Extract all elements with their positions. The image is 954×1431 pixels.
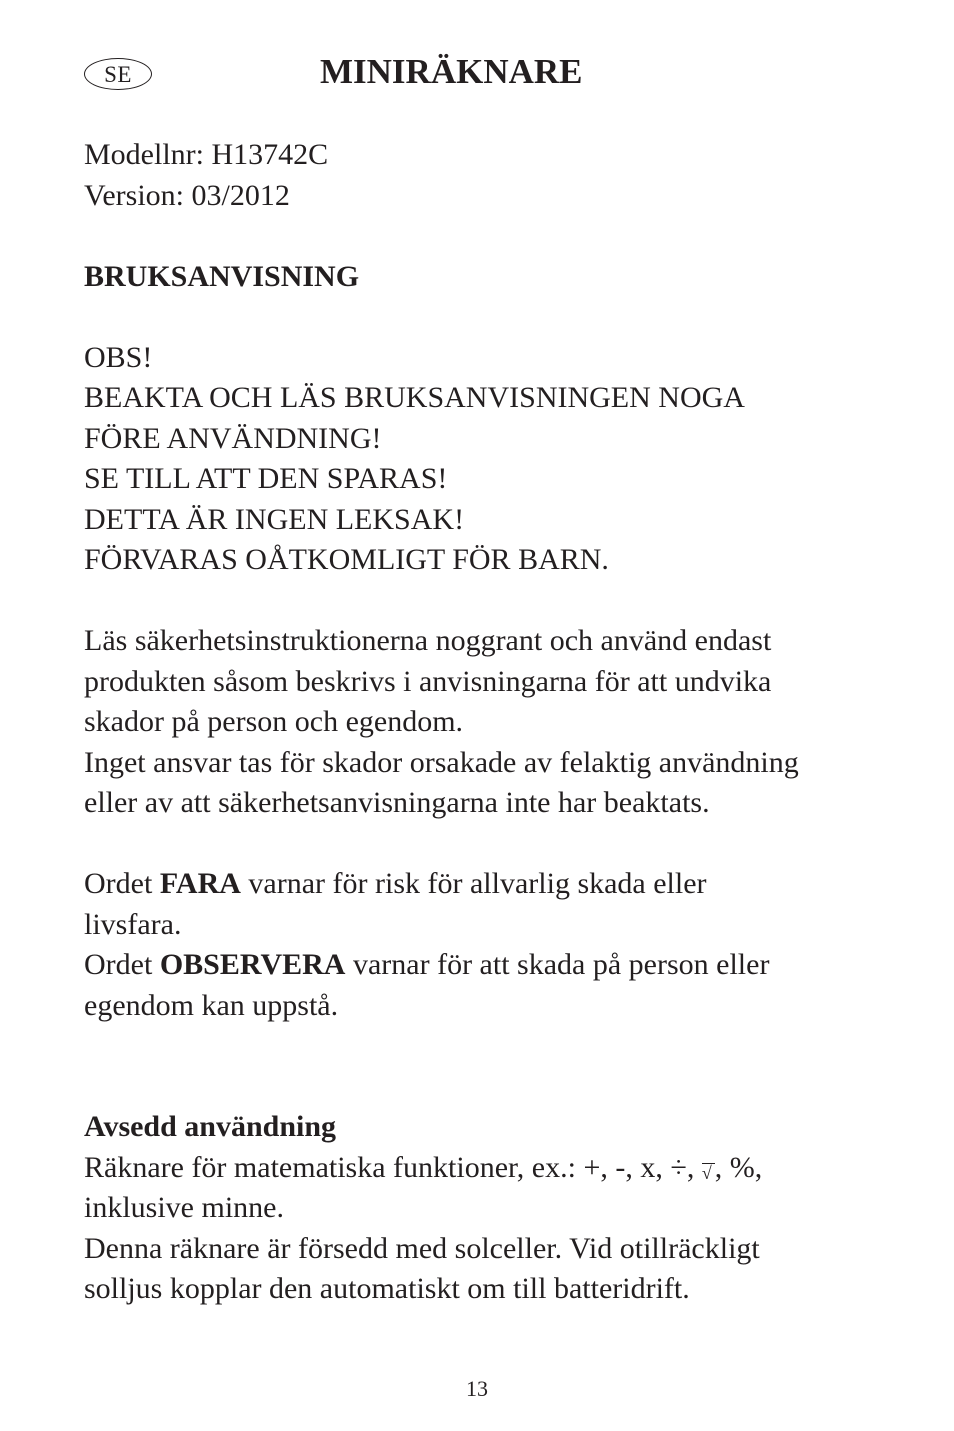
functions-before: Räknare för matematiska funktioner, ex.: +, -, x, ÷, bbox=[84, 1150, 702, 1184]
warning-line: DETTA ÄR INGEN LEKSAK! bbox=[84, 502, 465, 536]
danger-word: FARA bbox=[159, 867, 241, 900]
functions-line-2: inklusive minne. bbox=[84, 1191, 284, 1224]
model-number: Modellnr: H13742C bbox=[84, 138, 329, 171]
page-number: 13 bbox=[466, 1376, 488, 1401]
safety-line: eller av att säkerhetsanvisningarna inte har beaktats. bbox=[84, 786, 710, 819]
danger-line bbox=[84, 864, 904, 905]
intended-use-paragraph bbox=[84, 1148, 904, 1310]
warning-line: FÖRVARAS OÅTKOMLIGT FÖR BARN. bbox=[84, 543, 609, 576]
warning-line: SE TILL ATT DEN SPARAS! bbox=[84, 462, 448, 495]
caution-prefix: Ordet bbox=[84, 948, 160, 981]
signal-words-paragraph bbox=[84, 864, 904, 1026]
safety-line: skador på person och egendom. bbox=[84, 705, 464, 738]
page-title: MINIRÄKNARE bbox=[320, 52, 583, 91]
safety-line: produkten såsom beskrivs i anvisningarna för att undvika bbox=[84, 664, 772, 698]
caution-line bbox=[84, 945, 904, 986]
warning-line: FÖRE ANVÄNDNING! bbox=[84, 421, 382, 455]
spacer bbox=[84, 824, 904, 865]
section-heading-manual: BRUKSANVISNING bbox=[84, 259, 360, 293]
square-root-icon: √ bbox=[702, 1163, 715, 1182]
section-heading-intended-use: Avsedd användning bbox=[84, 1110, 337, 1143]
language-badge bbox=[84, 58, 152, 90]
solar-line-1: Denna räknare är försedd med solceller. Vid otillräckligt bbox=[84, 1231, 760, 1265]
danger-suffix: varnar för risk för allvarlig skada eller bbox=[240, 867, 707, 900]
solar-line-2: solljus kopplar den automatiskt om till batteridrift. bbox=[84, 1272, 690, 1305]
spacer bbox=[84, 216, 904, 257]
caution-suffix: varnar för att skada på person eller bbox=[345, 948, 770, 981]
warning-block bbox=[84, 338, 904, 581]
warning-line: BEAKTA OCH LÄS BRUKSANVISNINGEN NOGA bbox=[84, 381, 745, 414]
spacer bbox=[84, 297, 904, 338]
functions-after: , %, bbox=[714, 1150, 763, 1184]
spacer bbox=[84, 581, 904, 622]
page-body bbox=[84, 135, 904, 1310]
safety-line: Inget ansvar tas för skador orsakade av felaktig användning bbox=[84, 745, 799, 779]
safety-paragraph bbox=[84, 621, 904, 824]
caution-word: OBSERVERA bbox=[159, 948, 346, 981]
version-number: Version: 03/2012 bbox=[84, 178, 290, 212]
caution-continuation: egendom kan uppstå. bbox=[84, 988, 339, 1022]
model-info bbox=[84, 135, 904, 216]
functions-line bbox=[84, 1148, 904, 1189]
language-badge-label: SE bbox=[104, 61, 132, 87]
danger-prefix: Ordet bbox=[84, 867, 160, 900]
warning-line: OBS! bbox=[84, 340, 153, 374]
spacer bbox=[84, 1026, 904, 1107]
safety-line: Läs säkerhetsinstruktionerna noggrant och använd endast bbox=[84, 624, 772, 657]
danger-continuation: livsfara. bbox=[84, 907, 182, 941]
